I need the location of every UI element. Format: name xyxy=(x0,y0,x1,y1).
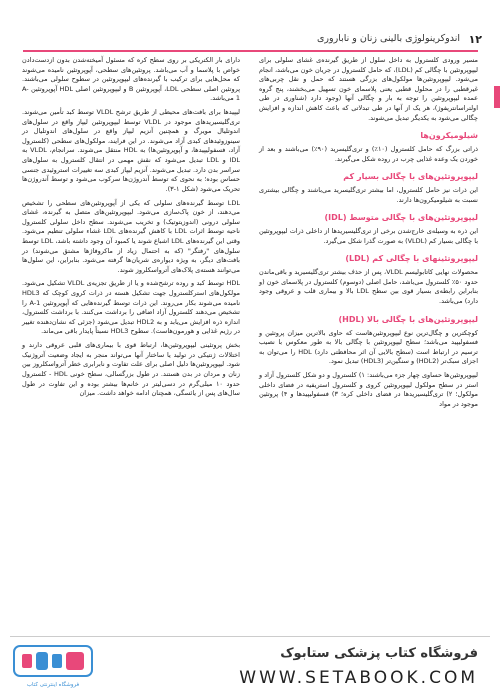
right-column xyxy=(259,56,478,413)
paragraph: LDL توسط گیرنده‌های سلولی که یکی از آپوپروتئین‌های سطحی را تشخیص می‌دهند، از خون پاک‌سازی می‌شود. لیپوپروتئین‌های متصل به گیرنده، غشای سلولی درونی (اندوزیتوتیک) و تخریب می‌شوند. سطح داخل سلولی کلسترول ناحیه توسط اثرات LDL با کاهش گیرنده‌های LDL غشاء سلولی تنظیم می‌شود. وقتی این گیرنده‌های LDL اشباع شوند یا کمبود آن وجود داشته باشد، LDL توسط سلول‌های "رفتگر" (که به احتمال زیاد از ماکروفاژها مشتق می‌شوند) در بافت‌های دیگر، به ویژه دیواره‌ی شریان‌ها گرفته می‌شود. بنابراین، این سلول‌ها می‌توانند هسته‌ی پلاک‌های آترواسکلروز شوند. xyxy=(22,198,240,274)
section-heading: لیپوپروتئین‌های با چگالی بسیار کم xyxy=(343,172,478,182)
left-column xyxy=(22,56,240,403)
paragraph: این ذره به وسیله‌ی خارج‌شدن برخی از تری‌گلیسیریدها از داخلی ذرات لیپوپروتئین با چگالی بسیار کم (VLDL) به صورت گذرا شکل می‌گیرد. xyxy=(259,227,478,245)
paragraph: لیپوپروتئین‌ها حساوی چهار جزء می‌باشند: ۱) کلسترول و دو شکل کلسترول آزاد و استر در سطح مولکول لیپوپروتئین کروی و کلسترول استریفیه در فضای داخلی مولکول؛ ۲) تری‌گلیسیریدها در فضای داخلی کره؛ ۳) فسفولیپیدها و ۴) پروتئین موجود در مواد xyxy=(259,370,478,408)
paragraph: مسیر ورودی کلسترول به داخل سلول از طریق گیرنده‌ی غشای سلولی برای لیپوپروتئین با چگالی کم (LDL)، که حامل کلسترول در جریان خون می‌باشد، انجام می‌شود. لیپوپروتئین‌ها مولکول‌های بزرگی هستند که حمل و نقل چربی‌های غیرقطبی را در محلول قطبی یعنی پلاسمای خون تسهیل می‌بخشند، پنج گروه عمده لیپوپروتئین را توجه به بار و چگالی آنها (وجود دارد (شناوری در طی اولتراسانتریفوژ)، هر یک از آنها در طی تبدلاتی که باعث کاهش اندازه و افزایش چگالی می‌شود به یکدیگر تبدیل می‌شوند. xyxy=(259,56,478,122)
paragraph: ذراتی بزرگ که حامل کلسترول (۱۰٪) و تری‌گلیسرید (۹۰٪) می‌باشند و بعد از خوردن یک وعده غذایی چرب در روده شکل می‌گیرند. xyxy=(259,145,478,163)
footer-rule xyxy=(10,636,490,637)
paragraph: دارای بار الکتریکی بر روی سطح کره که مسئول آمیخته‌شدن بدون ازدست‌دادن خواص با پلاسما و آب می‌باشد. پروتئین‌های سطحی، آپوپروتئین نامیده می‌شوند که محل‌هایی برای ترکیب با گیرنده‌های لیپوپروتئین در سطوح سلولی می‌باشند. پروتئین اصلی سطحی LDL، آپوپروتئین B و لیپوپروتئین اصلی HDL آپوپروتئین A-1 می‌باشد. xyxy=(22,56,240,103)
thumb-tab xyxy=(494,86,500,108)
section-heading: لیپوپروتئینهای با چگالی کم (LDL) xyxy=(345,254,478,264)
paragraph: لیپیدها برای بافت‌های محیطی از طریق ترشح VLDL توسط کبد تأمین می‌شوند. تری‌گلیسیریدهای موجود در VLDL توسط لیپوپروتئین لیپاز واقع در سلول‌های اندوتلیال مویرگ و همچنین آنزیم لیپاز واقع در سلول‌های اندوتلیال در سینوزوئیدهای کبدی آزاد می‌شوند. در این فرایند، مولکول‌های سطحی (کلسترول آزاد، فسفولیپیدها، و آپوپروتئین‌ها) به HDL منتقل می‌شوند. سرانجام، VLDL به IDL و LDL تبدیل می‌شود که نقش مهمی در انتقال کلسترول به سلول‌های سراسر بدن دارد. تبدیل می‌شوند. آنزیم لیپاز کبدی سه تغییرات استروئیدی جنسی حساس بوده؛ به نحوی که توسط آندروژن‌ها سرکوب می‌شود و توسط آندروژن‌ها تحریک می‌شود (شکل ۱-۳). xyxy=(22,108,241,193)
section-heading: شیلومیکرون‌ها xyxy=(420,131,478,141)
paragraph: بخش پروتئینی لیپوپروتئین‌ها، ارتباط قوی با بیماری‌های قلبی عروقی دارند و اختلالات ژنتیکی در تولید یا ساختار آنها می‌تواند منجر به ایجاد وضعیت آتروژنیک شود. لیپوپروتئین‌ها دلیل اصلی برای علت تفاوت و نابرابری خطر آترواسکلروز بین زنان و مردان در بدن هستند. در طول بزرگسالی، سطح خونی HDL - کلسترول حدود ۱۰ میلی‌گرم در دسی‌لیتر در خانم‌ها بیشتر بوده و این تفاوت در طول سال‌های پس از یائسگی، همچنان ادامه خواهد داشت. میزان xyxy=(22,341,241,398)
page-header xyxy=(0,0,500,54)
paragraph: HDL توسط کبد و روده ترشح‌شده و یا از طریق تجزیه‌ی VLDL تشکیل می‌شود. مولکول‌های استرکلسترول جهت تشکیل هسته در ذرات کروی کوچک که HDL3 نامیده می‌شوند بکار می‌روند. این ذرات توسط گیرنده‌هایی که آپوپروتئین A-1 را تشخیص می‌دهند کلسترول آزاد اضافی را برداشت می‌کنند. با برداشت کلسترول، اندازه ذره افزایش می‌یابد و به HDL2 تبدیل می‌شود (جزئی که نشان‌دهنده تغییر در رژیم غذایی و هورمون‌هاست). سطوح HDL3 نسبتاً پایدار باقی می‌ماند. xyxy=(22,279,241,336)
logo-subtext: فروشگاه اینترنتی کتاب xyxy=(26,682,80,688)
paragraph: کوچکترین و چگال‌ترین نوع لیپوپروتئین‌هاست که حاوی بالاترین میزان پروتئین و فسفولیپید می‌باشد؛ سطح لیپوپروتئین با چگالی بالا به طور معکوس با نصیب ترسیم در ارتباط است (سطح بالایی آن اثر محافظتی دارد) HDL را می‌توان به اجزای سبک‌تر (HDL2) و سنگین‌تر (HDL3) تبدیل نمود. xyxy=(259,328,478,366)
page-number: ۱۲ xyxy=(468,33,482,46)
page-footer xyxy=(0,634,500,700)
section-heading: لیپوپروتئین‌های با چگالی بالا (HDL) xyxy=(338,314,478,324)
logo-mark-icon xyxy=(12,642,94,680)
setabook-logo[interactable] xyxy=(12,642,94,692)
site-url-link[interactable]: WWW.SETABOOK.COM xyxy=(239,668,478,688)
paragraph: این ذرات نیز حامل کلسترول، اما بیشتر تری‌گلیسرید می‌باشند و چگالی بیشتری نسبت به شیلومیکرون‌ها دارند. xyxy=(259,186,478,204)
header-rule xyxy=(23,50,478,52)
paragraph: محصولات نهایی کاتابولیسم VLDL، پس از حذف بیشتر تری‌گلیسیرید و باقی‌ماندن حدود ۵۰٪ کلسترول می‌باشد، حامل اصلی (دوسوم) کلسترول در پلاسمای خون (و بنابراین رابطه‌ی بسیار قوی بین سطح LDL بالا و بیماری قلب و عروقی وجود دارد) می‌باشد. xyxy=(259,268,479,306)
section-heading: لیپوپروتئین‌های با چگالی متوسط (IDL) xyxy=(324,213,478,223)
store-name: فروشگاه کتاب پزشکی ستابوک xyxy=(280,646,478,661)
running-title: اندوکرینولوژی بالینی زنان و ناباروری xyxy=(317,33,460,44)
